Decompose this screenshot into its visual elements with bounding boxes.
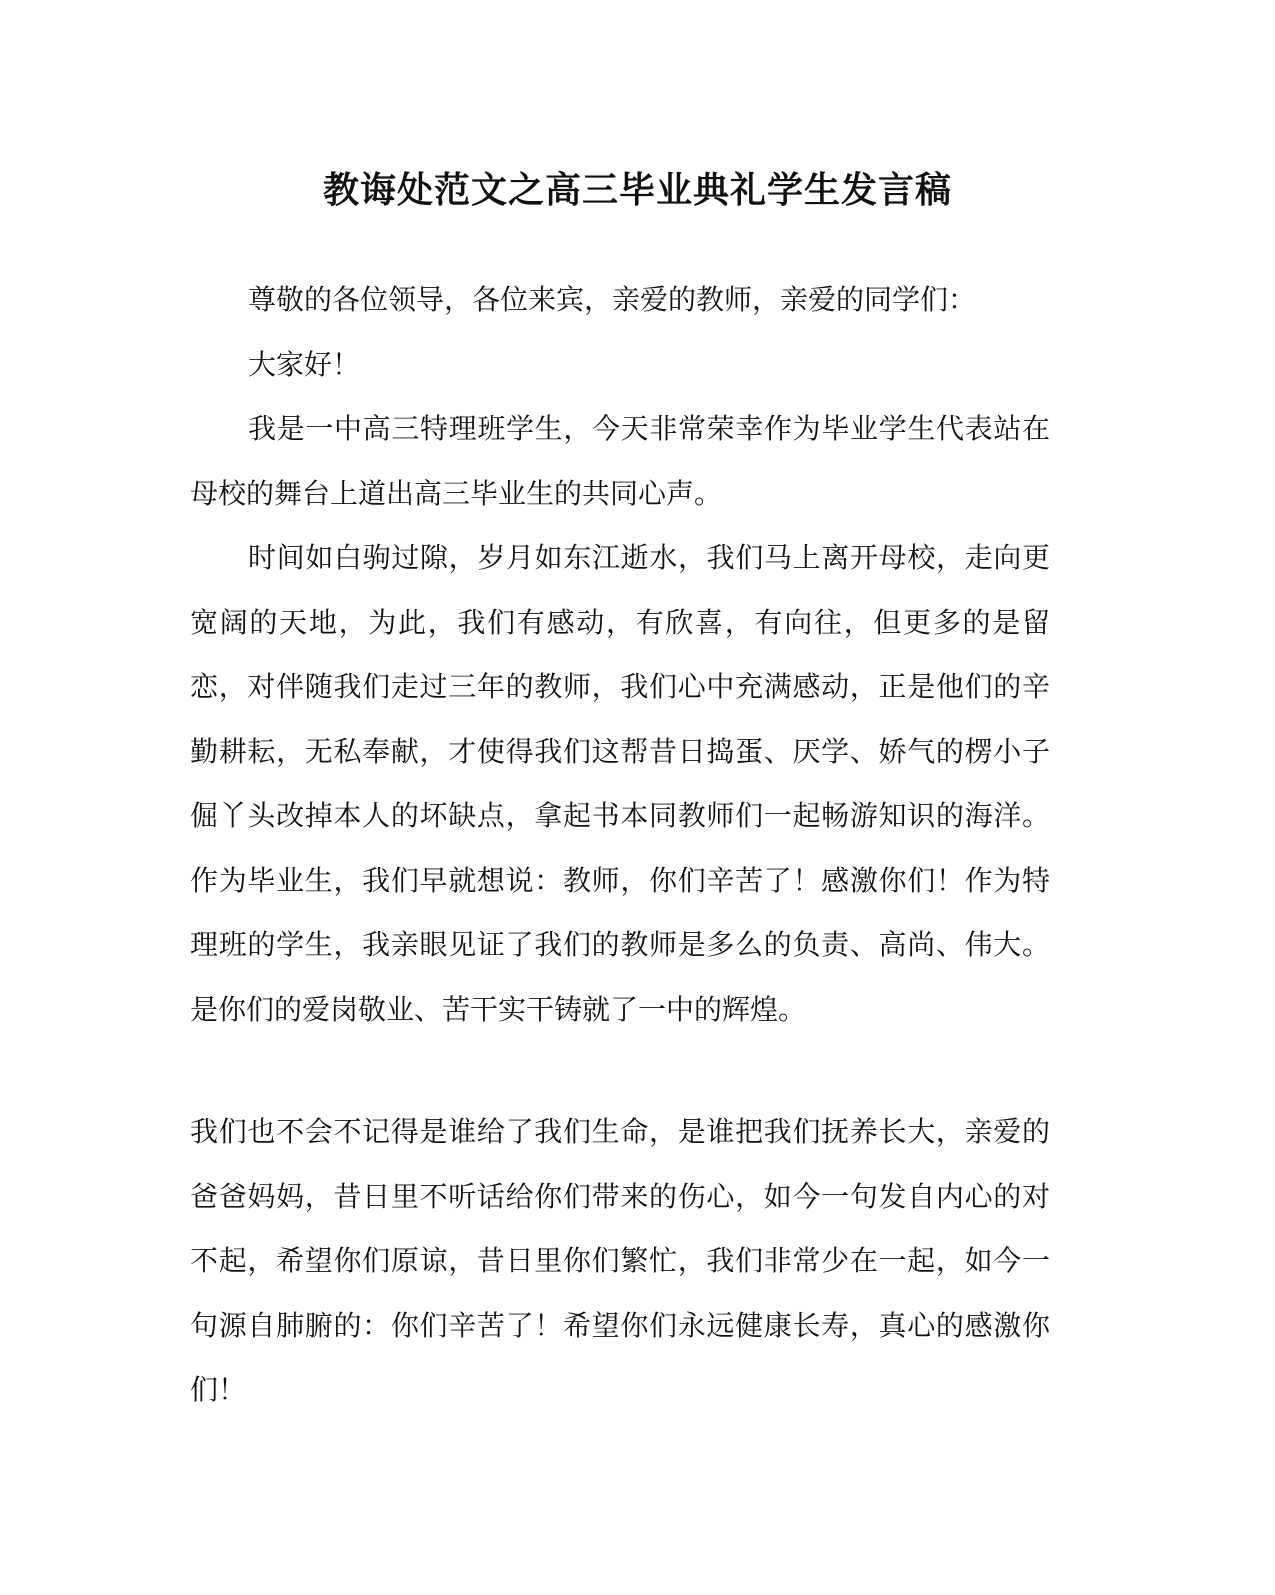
paragraph-parents: 我们也不会不记得是谁给了我们生命，是谁把我们抚养长大，亲爱的爸爸妈妈，昔日里不听话给你们带来的伤心，如今一句发自内心的对不起，希望你们原谅，昔日里你们繁忙，我们非常少在一起，如今一句源自肺腑的：你们辛苦了！希望你们永远健康长寿，真心的感激你们！: [190, 1115, 1050, 1406]
paragraph-salutation: 尊敬的各位领导，各位来宾，亲爱的教师，亲爱的同学们：: [248, 283, 977, 316]
paragraph-greeting: 大家好！: [248, 348, 361, 381]
paragraph-introduction: 我是一中高三特理班学生，今天非常荣幸作为毕业学生代表站在母校的舞台上道出高三毕业生的共同心声。: [190, 412, 1050, 510]
document-title: 教诲处范文之高三毕业典礼学生发言稿: [322, 169, 952, 211]
paragraph-teachers: 时间如白驹过隙，岁月如东江逝水，我们马上离开母校，走向更宽阔的天地，为此，我们有感动，有欣喜，有向往，但更多的是留恋，对伴随我们走过三年的教师，我们心中充满感动，正是他们的辛勤耕耘，无私奉献，才使得我们这帮昔日捣蛋、厌学、娇气的楞小子倔丫头改掉本人的坏缺点，拿起书本同教师们一起畅游知识的海洋。作为毕业生，我们早就想说：教师，你们辛苦了！感激你们！作为特理班的学生，我亲眼见证了我们的教师是多么的负责、高尚、伟大。是你们的爱岗敬业、苦干实干铸就了一中的辉煌。: [190, 541, 1050, 1026]
